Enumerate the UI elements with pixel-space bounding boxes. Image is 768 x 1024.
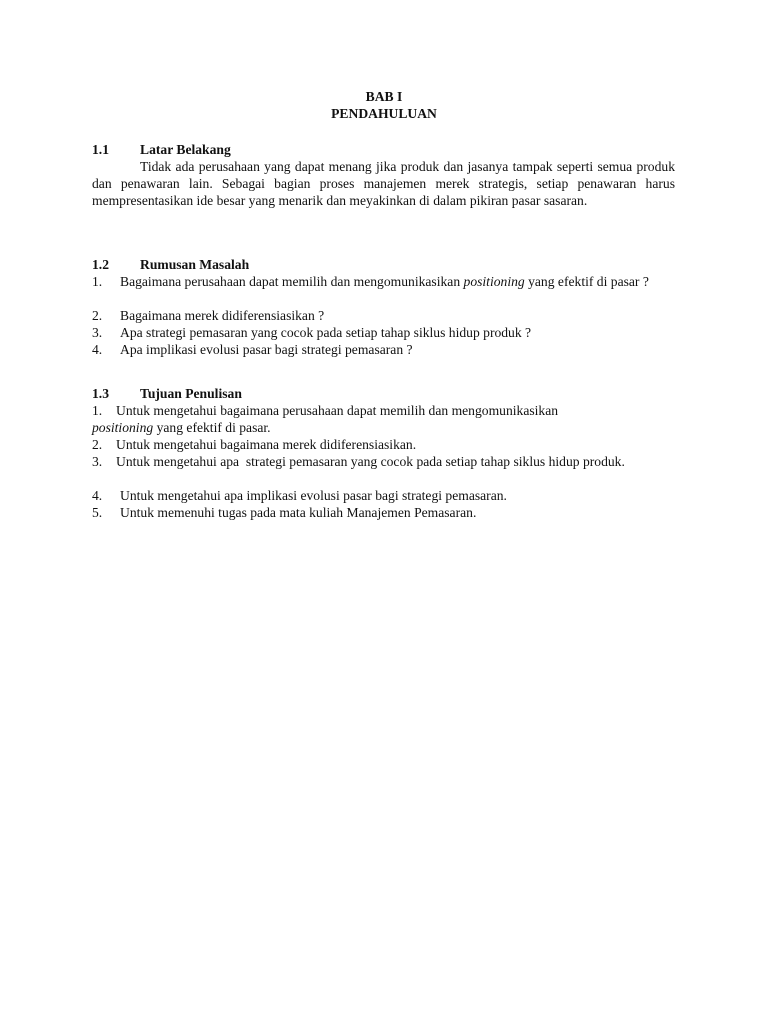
list-item-number: 2. — [92, 437, 103, 452]
chapter-title: PENDAHULUAN — [331, 106, 437, 121]
list-item-text: Untuk memenuhi tugas pada mata kuliah Manajemen Pemasaran. — [120, 505, 477, 520]
list-item — [92, 341, 675, 358]
list-item-number: 1. — [92, 274, 103, 289]
section-title: Tujuan Penulisan — [140, 386, 242, 401]
list-item-number: 1. — [92, 403, 103, 418]
list-item-text: Untuk mengetahui apa strategi pemasaran yang cocok pada setiap tahap siklus hidup produk. — [116, 454, 625, 469]
list-item — [92, 307, 675, 324]
list-item-number: 4. — [92, 342, 103, 357]
list-item-number: 2. — [92, 308, 103, 323]
section-paragraph: Tidak ada perusahaan yang dapat menang jika produk dan jasanya tampak seperti semua produk dan penawaran lain. Sebagai bagian proses manajemen merek strategis, setiap penawaran harus mempresentasikan ide besar yang menarik dan meyakinkan di dalam pikiran pasar sasaran. — [92, 159, 675, 208]
list-item — [92, 402, 675, 436]
list-item — [92, 504, 675, 521]
list-item-text: yang efektif di pasar ? — [524, 274, 649, 289]
list-item-text: Untuk mengetahui bagaimana merek didiferensiasikan. — [116, 437, 417, 452]
list-item — [92, 273, 675, 290]
list-item — [92, 436, 675, 453]
list-item-number: 3. — [92, 454, 103, 469]
list-item-number: 5. — [92, 505, 103, 520]
list-item-text: Apa strategi pemasaran yang cocok pada setiap tahap siklus hidup produk ? — [120, 325, 532, 340]
list-item-text: yang efektif di pasar. — [153, 420, 271, 435]
list-item-emphasis: positioning — [92, 420, 154, 435]
list-item-text: Untuk mengetahui bagaimana perusahaan dapat memilih dan mengomunikasikan — [116, 403, 559, 418]
list-item-text: Bagaimana perusahaan dapat memilih dan mengomunikasikan — [120, 274, 464, 289]
chapter-label: BAB I — [365, 89, 403, 104]
list-item — [92, 453, 675, 470]
section-title: Latar Belakang — [140, 142, 231, 157]
section-number: 1.1 — [92, 142, 109, 157]
section-number: 1.3 — [92, 386, 109, 401]
list-item-text: Untuk mengetahui apa implikasi evolusi pasar bagi strategi pemasaran. — [120, 488, 507, 503]
list-item-emphasis: positioning — [463, 274, 525, 289]
section-title: Rumusan Masalah — [140, 257, 250, 272]
list-item-number: 4. — [92, 488, 103, 503]
list-item — [92, 487, 675, 504]
list-item-number: 3. — [92, 325, 103, 340]
section-number: 1.2 — [92, 257, 109, 272]
list-item — [92, 324, 675, 341]
list-item-text: Bagaimana merek didiferensiasikan ? — [120, 308, 325, 323]
list-item-text: Apa implikasi evolusi pasar bagi strategi pemasaran ? — [120, 342, 413, 357]
